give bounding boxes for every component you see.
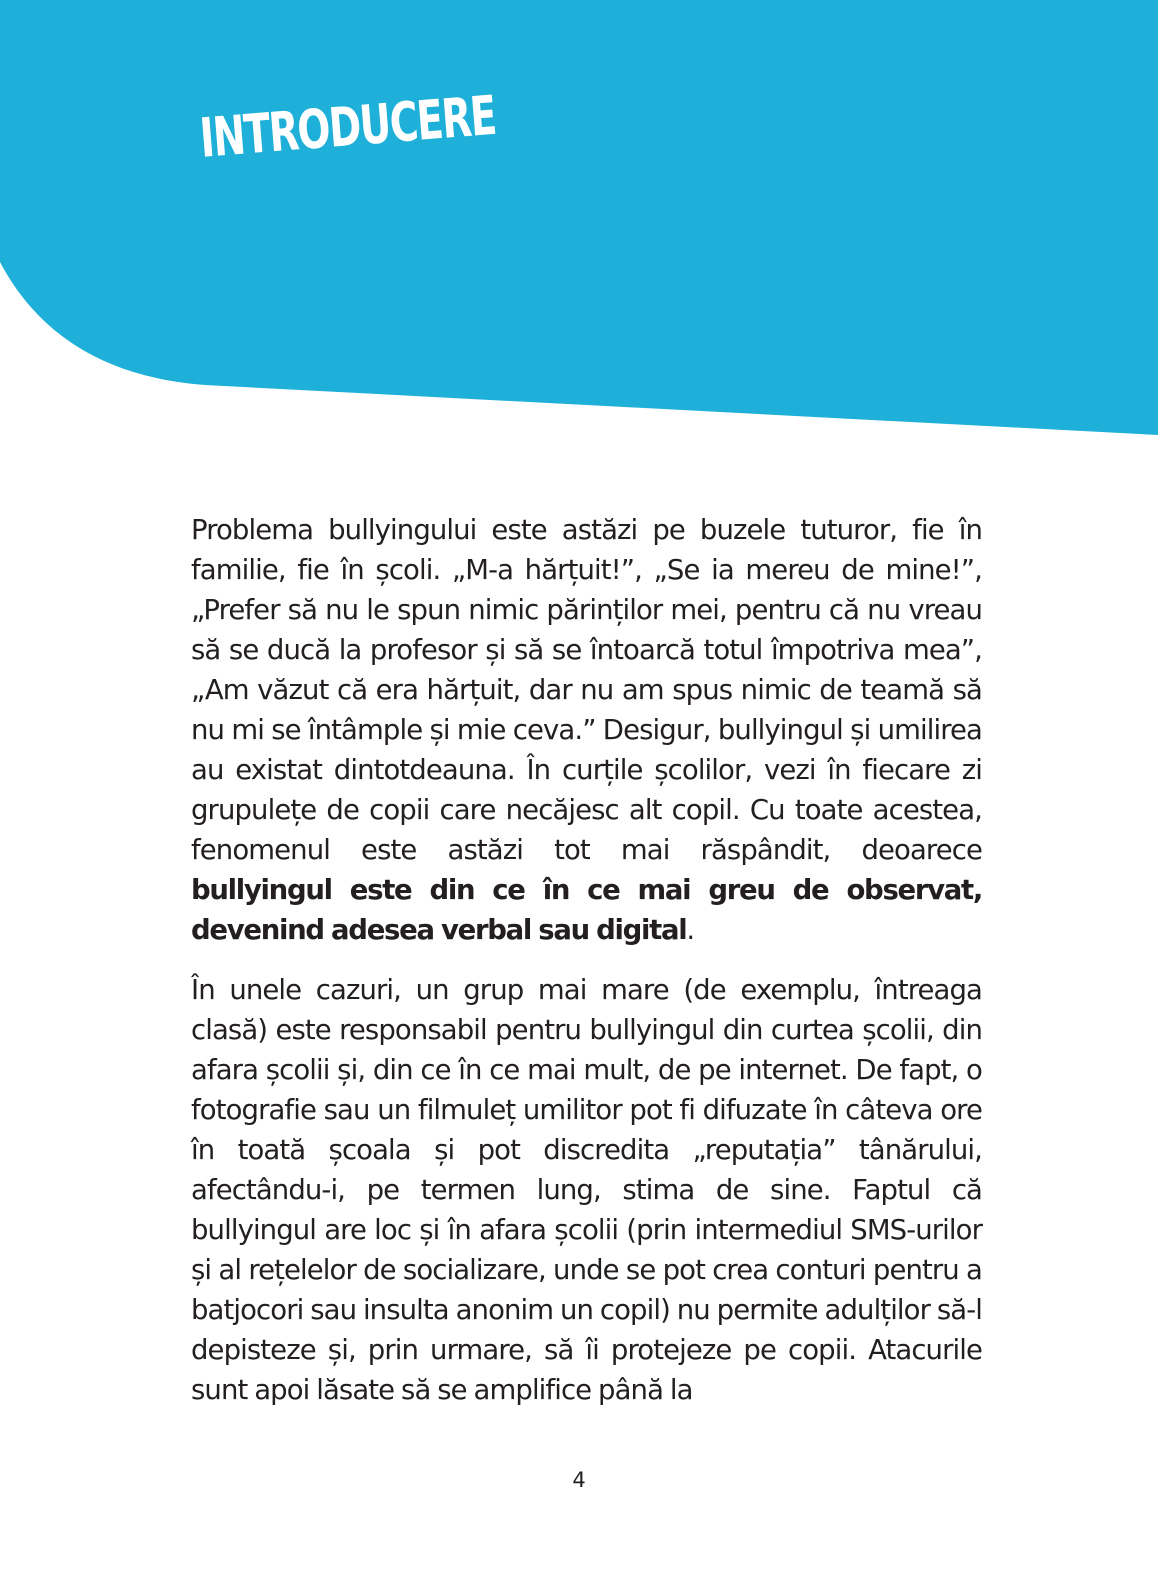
paragraph-1 [191, 510, 982, 950]
page-number: 4 [572, 1468, 586, 1492]
header-banner [0, 0, 1158, 440]
paragraph-2: În unele cazuri, un grup mai mare (de exemplu, întreaga clasă) este responsabil pentru bullyingul din curtea școlii, din afara școlii și, din ce în ce mai mult, de pe internet. De fapt, o fotografie sau un filmuleț umilitor pot fi difuzate în câteva ore în toată școala și pot discredita „reputația” tânărului, afectându-i, pe termen lung, stima de sine. Faptul că bullyingul are loc și în afara școlii (prin intermediul SMS-urilor și al rețelelor de socializare, unde se pot crea conturi pentru a batjocori sau insulta anonim un copil) nu permite adulților să-l depisteze și, prin urmare, să îi protejeze pe copii. Atacurile sunt apoi lăsate să se amplifice până la [191, 974, 982, 1406]
body-text [191, 510, 982, 1430]
paragraph-1-bold-text: bullyingul este din ce în ce mai greu de observat, devenind adesea verbal sau digital [191, 874, 982, 946]
paragraph-1-end: . [686, 914, 695, 946]
header-banner-shape [0, 0, 1158, 435]
paragraph-1-text: Problema bullyingului este astăzi pe buzele tuturor, fie în familie, fie în școli. „M-a hărțuit!”, „Se ia mereu de mine!”, „Prefer să nu le spun nimic părinților mei, pentru că nu vreau să se ducă la profesor și să se întoarcă totul împotriva mea”, „Am văzut că era hărțuit, dar nu am spus nimic de teamă să nu mi se întâmple și mie ceva.” Desigur, bullyingul și umilirea au existat dintotdeauna. În curțile școlilor, vezi în fiecare zi grupulețe de copii care necăjesc alt copil. Cu toate acestea, fenomenul este astăzi tot mai răspândit, deoarece [191, 514, 982, 866]
page-title: INTRODUCERE [197, 83, 498, 170]
